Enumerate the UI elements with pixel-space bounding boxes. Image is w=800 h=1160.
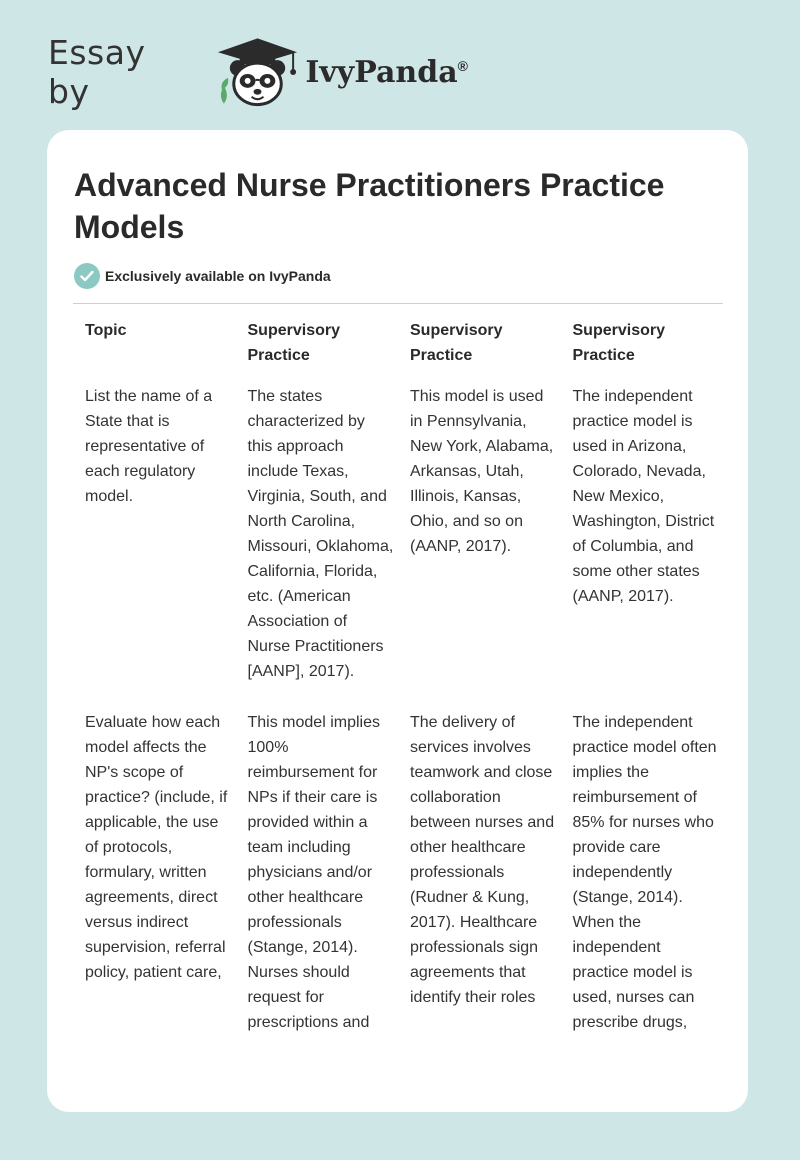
table-cell: List the name of a State that is representative of each regulatory model. xyxy=(85,388,213,505)
exclusive-badge xyxy=(74,263,331,289)
table-cell: The states characterized by this approach include Texas, Virginia, South, and North Carolina, Missouri, Oklahoma, California, Florida, etc. (American Association of Nurse Practitioners [AANP], 2017). xyxy=(247,388,394,680)
table-cell: Evaluate how each model affects the NP's scope of practice? (include, if applicable, the use of protocols, formulary, written agreements, direct versus indirect supervision, referral policy, patient care, xyxy=(85,714,228,981)
table-cell: The independent practice model often implies the reimbursement of 85% for nurses who provide care independently (Stange, 2014). When the independent practice model is used, nurses can prescribe drugs, xyxy=(572,714,717,1031)
brand-header xyxy=(48,33,468,111)
panda-graduate-icon xyxy=(214,36,301,108)
practice-models-table xyxy=(77,316,727,1035)
table-cell: This model is used in Pennsylvania, New York, Alabama, Arkansas, Utah, Illinois, Kansas, Ohio, and so on (AANP, 2017). xyxy=(410,388,554,555)
table-row xyxy=(77,698,727,1035)
column-header: Supervisory Practice xyxy=(247,322,340,364)
column-header: Supervisory Practice xyxy=(410,322,503,364)
page-title: Advanced Nurse Practitioners Practice Models xyxy=(74,167,665,245)
document-card xyxy=(47,130,748,1112)
check-icon xyxy=(74,263,100,289)
divider xyxy=(73,303,723,304)
table-cell: The delivery of services involves teamwork and close collaboration between nurses and other healthcare professionals (Rudner & Kung, 2017). Healthcare professionals sign agreements that identify their roles xyxy=(410,714,555,1006)
table-cell: This model implies 100% reimbursement for NPs if their care is provided within a team including physicians and/or other healthcare professionals (Stange, 2014). Nurses should request for prescriptions and xyxy=(247,714,380,1031)
column-header: Topic xyxy=(85,322,127,339)
brand-name[interactable]: IvyPanda® xyxy=(305,54,468,90)
table-header-row xyxy=(77,316,727,382)
table-cell: The independent practice model is used in Arizona, Colorado, Nevada, New Mexico, Washington, District of Columbia, and some other states (AANP, 2017). xyxy=(572,388,715,605)
table-row xyxy=(77,382,727,698)
brand-prefix: Essay by xyxy=(48,33,146,111)
badge-label: Exclusively available on IvyPanda xyxy=(105,268,331,284)
column-header: Supervisory Practice xyxy=(572,322,665,364)
